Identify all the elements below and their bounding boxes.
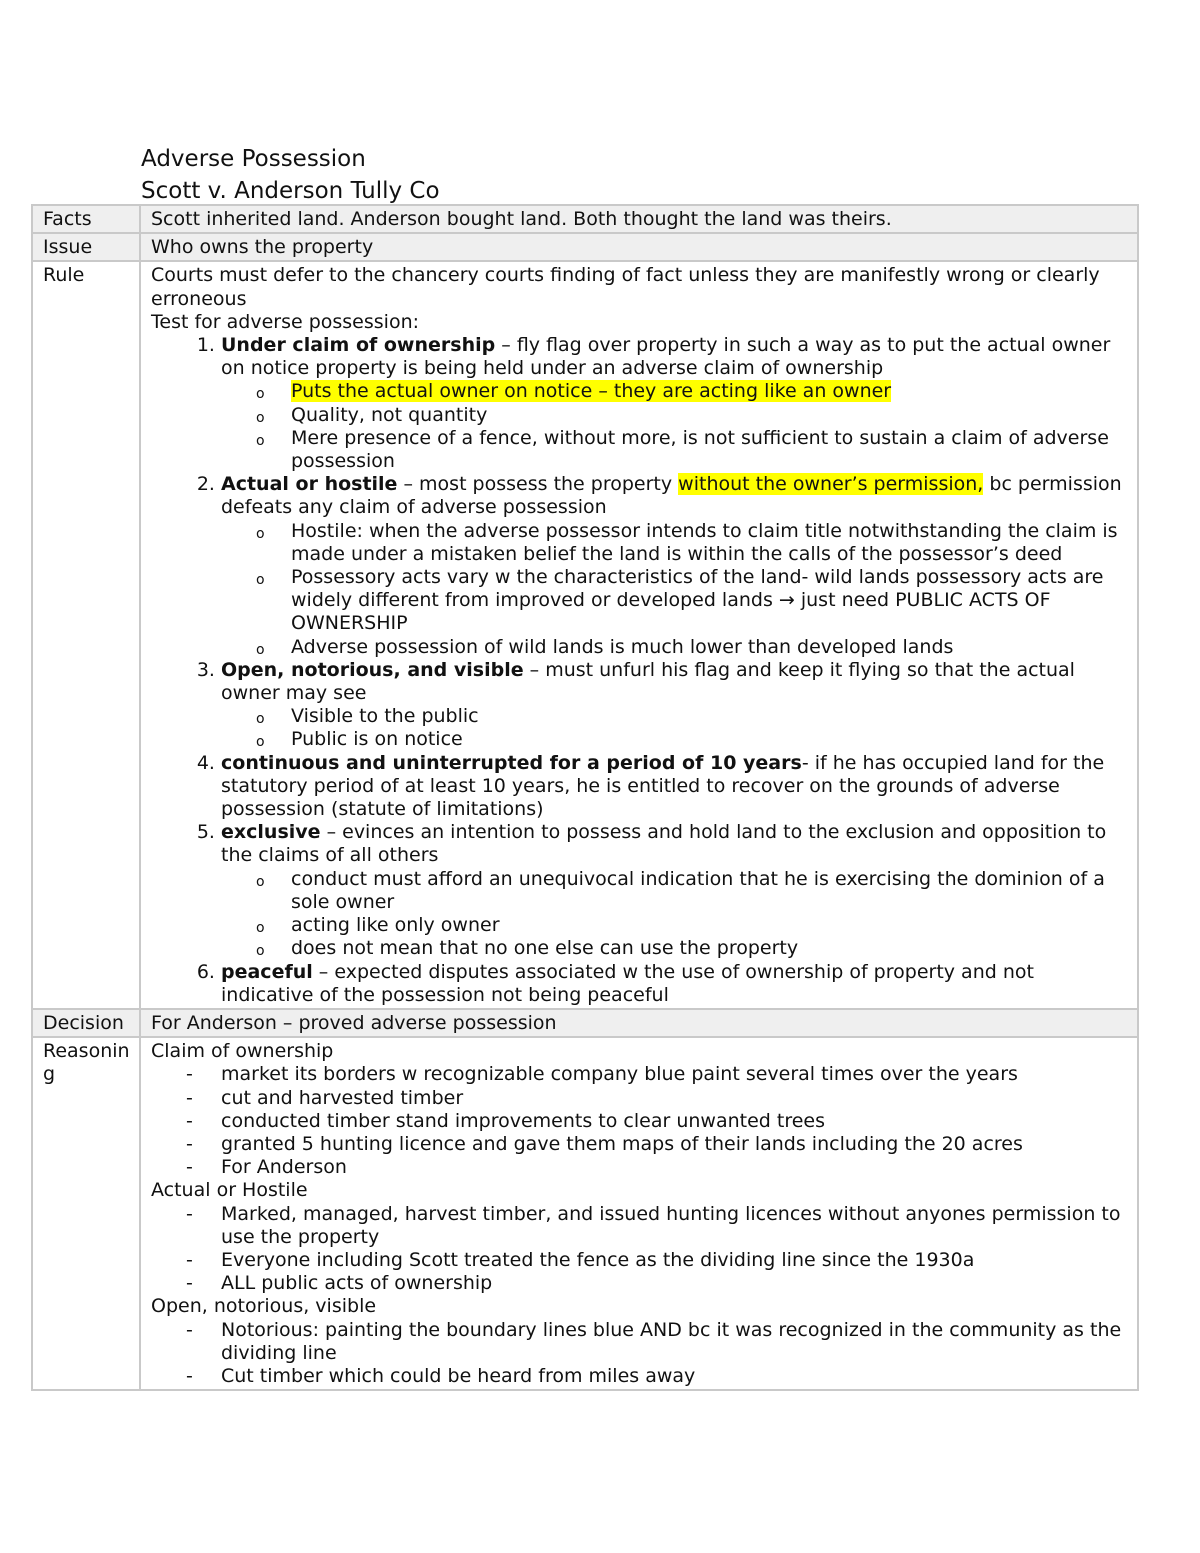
- rule-element-term: exclusive: [221, 821, 321, 844]
- reasoning-point: - granted 5 hunting licence and gave them maps of their lands including the 20 acres: [221, 1133, 1128, 1156]
- facts-row: [32, 205, 1138, 233]
- rule-element: [221, 821, 1128, 960]
- rule-sub-item: o Quality, not quantity: [291, 404, 1128, 427]
- facts-text: Scott inherited land. Anderson bought land. Both thought the land was theirs.: [140, 205, 1138, 233]
- case-brief-table: [31, 204, 1139, 1391]
- rule-sub-list: [221, 705, 1128, 751]
- reasoning-point: - Cut timber which could be heard from miles away: [221, 1365, 1128, 1388]
- rule-sub-list: [221, 868, 1128, 961]
- facts-label: Facts: [32, 205, 140, 233]
- rule-sub-item: o Possessory acts vary w the characteristics of the land- wild lands possessory acts are widely different from improved or developed lands → just need PUBLIC ACTS OF OWNERSHIP: [291, 566, 1128, 636]
- reasoning-row: [32, 1037, 1138, 1390]
- reasoning-list: [151, 1319, 1128, 1389]
- reasoning-content: [140, 1037, 1138, 1390]
- reasoning-list: [151, 1063, 1128, 1179]
- rule-intro: Courts must defer to the chancery courts finding of fact unless they are manifestly wrong or clearly erroneous: [151, 264, 1100, 310]
- rule-element-term: Actual or hostile: [221, 473, 398, 496]
- case-title: Scott v. Anderson Tully Co: [141, 178, 440, 204]
- rule-sub-item: o Mere presence of a fence, without more, is not sufficient to sustain a claim of adverse possession: [291, 427, 1128, 473]
- reasoning-point: - market its borders w recognizable company blue paint several times over the years: [221, 1063, 1128, 1086]
- rule-sub-item: [291, 380, 1128, 403]
- rule-element: [221, 473, 1128, 659]
- rule-sub-list: [221, 520, 1128, 659]
- rule-sub-item: o conduct must afford an unequivocal indication that he is exercising the dominion of a sole owner: [291, 868, 1128, 914]
- reasoning-heading: Claim of ownership: [151, 1040, 334, 1063]
- rule-element-desc: - if he has occupied land for the statutory period of at least 10 years, he is entitled to recover on the grounds of adverse possession (statute of limitations): [221, 751, 1105, 821]
- reasoning-point: - Notorious: painting the boundary lines blue AND bc it was recognized in the community as the dividing line: [221, 1319, 1128, 1365]
- rule-element: [221, 334, 1128, 473]
- rule-sub-list: [221, 380, 1128, 473]
- page-title: Adverse Possession: [141, 146, 366, 172]
- rule-element: [221, 659, 1128, 752]
- rule-content: [140, 261, 1138, 1009]
- rule-element-term: continuous and uninterrupted for a period of 10 years: [221, 751, 802, 774]
- rule-elements-list: [151, 334, 1128, 1007]
- issue-label: Issue: [32, 233, 140, 261]
- rule-element-desc: bc permission defeats any claim of adverse possession: [221, 473, 1122, 519]
- rule-element: [221, 961, 1128, 1007]
- reasoning-point: - cut and harvested timber: [221, 1087, 1128, 1110]
- reasoning-point: - conducted timber stand improvements to clear unwanted trees: [221, 1110, 1128, 1133]
- rule-sub-item: o Hostile: when the adverse possessor intends to claim title notwithstanding the claim is made under a mistaken belief the land is within the calls of the possessor’s deed: [291, 520, 1128, 566]
- reasoning-list: [151, 1203, 1128, 1296]
- rule-element-term: Open, notorious, and visible: [221, 658, 524, 681]
- issue-text: Who owns the property: [140, 233, 1138, 261]
- rule-element-desc: – most possess the property: [397, 473, 679, 496]
- rule-sub-item: o does not mean that no one else can use the property: [291, 937, 1128, 960]
- reasoning-point: - ALL public acts of ownership: [221, 1272, 1128, 1295]
- rule-element-desc: – evinces an intention to possess and hold land to the exclusion and opposition to the claims of all others: [221, 821, 1107, 867]
- rule-element-desc: – fly flag over property in such a way as to put the actual owner on notice property is being held under an adverse claim of ownership: [221, 334, 1111, 380]
- reasoning-point: - Everyone including Scott treated the fence as the dividing line since the 1930a: [221, 1249, 1128, 1272]
- reasoning-point: - For Anderson: [221, 1156, 1128, 1179]
- decision-text: For Anderson – proved adverse possession: [140, 1009, 1138, 1037]
- rule-sub-item: o Visible to the public: [291, 705, 1128, 728]
- rule-sub-item: o Adverse possession of wild lands is much lower than developed lands: [291, 636, 1128, 659]
- rule-element-term: peaceful: [221, 960, 313, 983]
- reasoning-point: - Marked, managed, harvest timber, and issued hunting licences without anyones permission to use the property: [221, 1203, 1128, 1249]
- highlighted-text: Puts the actual owner on notice – they are acting like an owner: [291, 380, 892, 403]
- highlighted-text: without the owner’s permission,: [678, 473, 984, 496]
- rule-element-desc: – must unfurl his flag and keep it flying so that the actual owner may see: [221, 658, 1075, 705]
- decision-row: [32, 1009, 1138, 1037]
- rule-row: [32, 261, 1138, 1009]
- decision-label: Decision: [32, 1009, 140, 1037]
- rule-test-heading: Test for adverse possession:: [151, 310, 420, 333]
- rule-element: [221, 752, 1128, 822]
- issue-row: [32, 233, 1138, 261]
- reasoning-heading: Actual or Hostile: [151, 1179, 308, 1202]
- rule-element-desc: – expected disputes associated w the use of ownership of property and not indicative of the possession not being peaceful: [221, 960, 1034, 1006]
- rule-label: Rule: [32, 261, 140, 1009]
- reasoning-label: Reasoning: [32, 1037, 140, 1390]
- rule-sub-item: o acting like only owner: [291, 914, 1128, 937]
- reasoning-heading: Open, notorious, visible: [151, 1295, 377, 1318]
- rule-sub-item: o Public is on notice: [291, 728, 1128, 751]
- rule-element-term: Under claim of ownership: [221, 334, 496, 357]
